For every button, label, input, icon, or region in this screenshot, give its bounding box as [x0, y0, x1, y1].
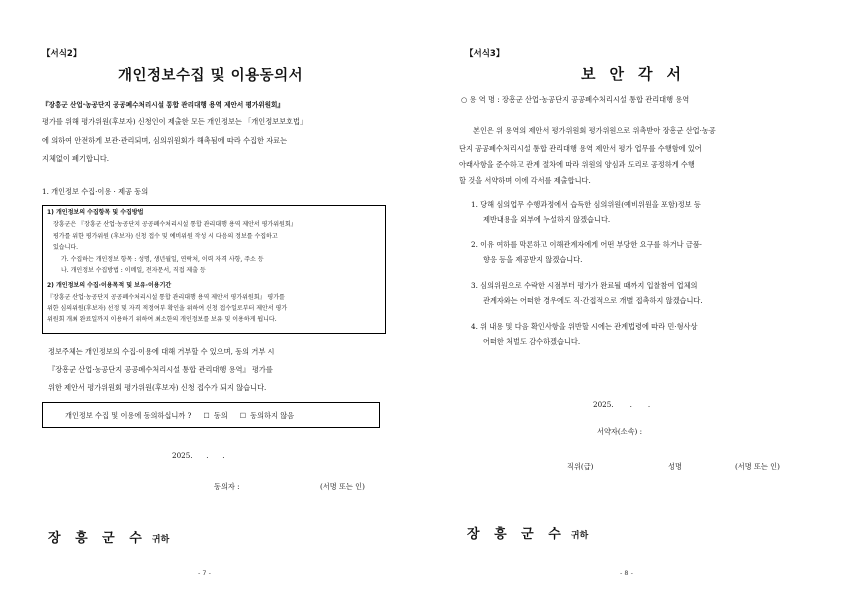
intro-line-2: 단지 공공폐수처리시설 통합 관리대행 용역 제안서 평가 업무를 수행함에 있어: [459, 144, 702, 153]
section-heading: 1. 개인정보 수집·이용 · 제공 동의: [42, 187, 149, 196]
consent-yes-checkbox[interactable]: ☐: [203, 411, 210, 420]
item-3-line-2: 관계자와는 어떠한 경우에도 직·간접적으로 개별 접촉하지 않겠습니다.: [483, 296, 703, 305]
notice-line-3: 위한 제안서 평가위원회 평가위원(후보자) 신청 접수가 되지 않습니다.: [48, 383, 267, 392]
box-text-4: 『장흥군 산업·농공단지 공공폐수처리시설 통합 관리대행 용역 제안서 평가위원회』 평가를: [47, 294, 285, 301]
intro-line-1: 평가를 위해 평가위원(후보자) 신청인이 제출한 모든 개인정보는 「개인정보보호법」: [42, 117, 308, 126]
box-text-5: 위한 심의위원(후보자) 선정 및 자격 적정여부 확인을 위하여 신청 접수일로부터 제안서 평가: [47, 305, 288, 312]
box-item-na: 나. 개인정보 수집방법 : 이메일, 전자문서, 직접 제출 등: [61, 267, 206, 274]
notice-line-1: 정보주체는 개인정보의 수집·이용에 대해 거부할 수 있으며, 동의 거부 시: [48, 347, 275, 356]
page-title: 개인정보수집 및 이용동의서: [118, 68, 304, 84]
signer-label: 동의자 :: [214, 482, 240, 491]
box-text-1: 장흥군은 『장흥군 산업·농공단지 공공폐수처리시설 통합 관리대행 용역 제안서 평가위원회』: [53, 221, 297, 228]
form-tag: 【서식3】: [465, 49, 505, 59]
item-1-line-2: 제반내용을 외부에 누설하지 않겠습니다.: [483, 215, 611, 224]
sign-hint: (서명 또는 인): [320, 482, 365, 491]
info-box: [42, 205, 386, 334]
page-number: - 8 -: [620, 569, 633, 577]
item-4-line-1: 4. 위 내용 및 다음 확인사항을 위반할 시에는 관계법령에 따라 민·형사상: [471, 322, 698, 331]
intro-line-3: 지체없이 폐기합니다.: [42, 154, 110, 163]
box-item-ga: 가. 수집하는 개인정보 항목 : 성명, 생년월일, 연락처, 이력 자격 사항, 주소 등: [61, 256, 264, 263]
addressee-suffix: 귀하: [570, 531, 589, 541]
item-2-line-1: 2. 이유 여하를 막론하고 이해관계자에게 어떤 부당한 요구를 하거나 금품·: [471, 240, 703, 249]
item-2-line-2: 향응 등을 제공받지 않겠습니다.: [483, 255, 583, 264]
intro-line-1: 본인은 위 용역의 제안서 평가위원회 평가위원으로 위촉받아 장흥군 산업·농공: [473, 126, 716, 135]
date-line: 2025. . .: [593, 400, 651, 409]
page-left: [0, 0, 420, 595]
form-tag: 【서식2】: [42, 49, 82, 59]
page-title: 보안각서: [581, 65, 695, 83]
intro-line-3: 아래사항을 준수하고 관계 절차에 따라 위원의 양심과 도리로 공정하게 수행: [459, 160, 695, 169]
box-heading-1: 1) 개인정보의 수집항목 및 수집방법: [47, 209, 144, 216]
page-right: [421, 0, 841, 595]
position-label: 직위(급): [567, 462, 594, 471]
item-3-line-1: 3. 심의위원으로 수락한 시점부터 평가가 완료될 때까지 입찰참여 업체의: [471, 281, 698, 290]
service-name: ○ 용 역 명 : 장흥군 산업·농공단지 공공폐수처리시설 통합 관리대행 용역: [461, 95, 690, 104]
sign-hint: (서명 또는 인): [735, 462, 780, 471]
box-text-2: 평가를 위한 평가위원 (후보자) 신청 접수 및 예비위원 작성 시 다음의 정보를 수집하고: [53, 233, 278, 240]
item-4-line-2: 어떠한 처벌도 감수하겠습니다.: [483, 337, 581, 346]
date-line: 2025. . .: [172, 451, 225, 460]
addressee-name: 장 흥 군 수: [48, 531, 147, 546]
project-heading: 『장흥군 산업·농공단지 공공폐수처리시설 통합 관리대행 용역 제안서 평가위원회』: [42, 101, 284, 109]
box-text-6: 위원회 개최 완료일까지 이용하기 위하여 최소한의 개인정보를 보유 및 이용하게 됩니다.: [47, 316, 277, 323]
consent-box: [42, 402, 380, 428]
name-label: 성명: [668, 462, 682, 471]
addressee: [467, 523, 588, 542]
addressee-name: 장 흥 군 수: [467, 527, 566, 542]
box-heading-2: 2) 개인정보의 수집·이용목적 및 보유·이용기간: [47, 282, 172, 289]
box-text-3: 있습니다.: [53, 244, 79, 251]
consent-row: [65, 412, 294, 419]
consent-question: 개인정보 수집 및 이용에 동의하십니까 ?: [65, 411, 192, 420]
intro-line-4: 할 것을 서약하며 이에 각서를 제출합니다.: [459, 176, 591, 185]
signer-label: 서약자(소속) :: [597, 427, 643, 436]
intro-line-2: 에 의하여 안전하게 보관·관리되며, 심의위원회가 해촉됨에 따라 수집한 자료는: [42, 136, 288, 145]
addressee: [48, 527, 169, 546]
addressee-suffix: 귀하: [151, 535, 170, 545]
consent-no-label: 동의하지 않음: [250, 411, 295, 420]
consent-yes-label: 동의: [213, 411, 228, 420]
consent-no-checkbox[interactable]: ☐: [239, 411, 247, 420]
notice-line-2: 『장흥군 산업·농공단지 공공폐수처리시설 통합 관리대행 용역』 평가를: [48, 365, 273, 374]
item-1-line-1: 1. 당해 심의업무 수행과정에서 습득한 심의위원(예비위원을 포함)정보 등: [471, 200, 701, 209]
page-number: - 7 -: [198, 569, 211, 577]
